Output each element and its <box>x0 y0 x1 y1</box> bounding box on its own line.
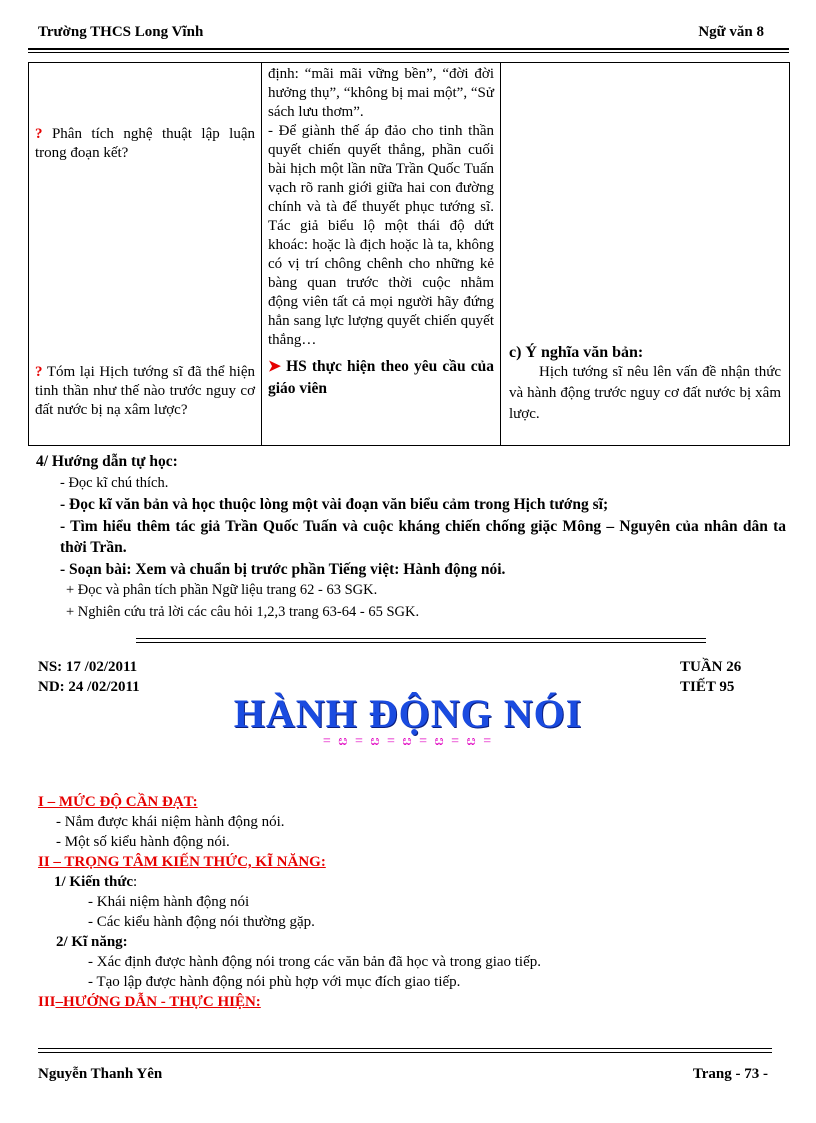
self-study-section <box>36 451 786 623</box>
ornament-divider: = ೞ = ೞ = ೞ = ೞ = ೞ = <box>322 734 494 749</box>
part-1 <box>38 792 788 852</box>
header-divider-thin <box>28 52 789 53</box>
section-divider <box>136 638 706 639</box>
content-cell <box>501 63 790 446</box>
list-item: - Đọc kĩ văn bản và học thuộc lòng một vài đoạn văn biểu cảm trong Hịch tướng sĩ; <box>60 496 609 513</box>
header-school: Trường THCS Long Vĩnh <box>38 24 204 40</box>
lesson-table <box>28 62 790 446</box>
list-item: - Tìm hiểu thêm tác giả Trần Quốc Tuấn và cuộc kháng chiến chống giặc Mông – Nguyên của nhân dân ta thời Trần. <box>60 517 786 556</box>
footer-divider-thin <box>38 1052 772 1053</box>
question-cell <box>29 63 262 446</box>
list-item: + Nghiên cứu trả lời các câu hỏi 1,2,3 trang 63-64 - 65 SGK. <box>66 603 420 620</box>
part-2 <box>38 852 788 992</box>
meaning-body: Hịch tướng sĩ nêu lên vấn đề nhận thức và hành động trước nguy cơ đất nước bị xâm lược. <box>509 364 781 422</box>
knowledge-heading: 1/ Kiến thức: <box>54 874 138 890</box>
part-2-heading: II – TRỌNG TÂM KIẾN THỨC, KĨ NĂNG: <box>38 854 326 870</box>
part-3-heading: III–HƯỚNG DẪN - THỰC HIỆN: <box>38 994 261 1010</box>
question-2: ? Tóm lại Hịch tướng sĩ đã thể hiện tinh thần như thế nào trước nguy cơ đất nước bị nạ xâm lược? <box>35 364 255 418</box>
lesson-week: TUẦN 26 TIẾT 95 <box>680 659 742 695</box>
self-study-heading: 4/ Hướng dẫn tự học: <box>36 453 178 470</box>
analysis-line-2: - Để giành thế áp đảo cho tinh thần quyết chiến quyết thắng, phần cuối bài hịch một lần nữa Trần Quốc Tuấn vạch rõ ranh giới giữa hai con đường chính và tà để thuyết phục tướng sĩ. Tác giả biểu lộ một thái độ dứt khoác: hoặc là địch hoặc là ta, không có vị trí chông chênh cho những kẻ bàng quan trước thời cuộc nhằm động viên tất cả mọi người hãy đứng hẳn sang lực lượng quyết chiến quyết thắng… <box>268 123 494 348</box>
list-item: - Xác định được hành động nói trong các văn bản đã học và trong giao tiếp. <box>88 954 542 970</box>
part-3 <box>38 992 788 1012</box>
footer-author: Nguyễn Thanh Yên <box>38 1066 163 1082</box>
hs-instruction: ➤ HS thực hiện theo yêu cầu của giáo viên <box>268 358 494 397</box>
activity-cell <box>262 63 501 446</box>
list-item: - Khái niệm hành động nói <box>88 894 250 910</box>
skills-heading: 2/ Kĩ năng: <box>56 934 128 950</box>
header-divider <box>28 48 789 50</box>
footer-divider <box>38 1048 772 1049</box>
table-row <box>29 63 790 446</box>
lesson-dates: NS: 17 /02/2011 ND: 24 /02/2011 <box>38 659 140 695</box>
question-1: ? Phân tích nghệ thuật lập luận trong đoạn kết? <box>35 126 255 161</box>
list-item: - Một số kiểu hành động nói. <box>56 834 230 850</box>
list-item: - Các kiểu hành động nói thường gặp. <box>88 914 315 930</box>
analysis-line-1: định: “mãi mãi vững bền”, “đời đời hưởng thụ”, “không bị mai một”, “Sử sách lưu thơm”. <box>268 66 494 120</box>
list-item: - Nắm được khái niệm hành động nói. <box>56 814 285 830</box>
page-title: HÀNH ĐỘNG NÓI <box>233 691 583 736</box>
list-item: + Đọc và phân tích phần Ngữ liệu trang 62 - 63 SGK. <box>66 582 378 598</box>
arrow-icon: ➤ <box>268 358 281 375</box>
meaning-heading: c) Ý nghĩa văn bản: <box>509 344 644 361</box>
part-1-heading: I – MỨC ĐỘ CẦN ĐẠT: <box>38 794 198 810</box>
section-divider-thin <box>136 642 706 643</box>
list-item: - Đọc kĩ chú thích. <box>60 474 169 491</box>
list-item: - Soạn bài: Xem và chuẩn bị trước phần Tiếng việt: Hành động nói. <box>60 560 506 578</box>
header-subject: Ngữ văn 8 <box>698 24 764 40</box>
list-item: - Tạo lập được hành động nói phù hợp với mục đích giao tiếp. <box>88 974 461 990</box>
footer-page: Trang - 73 - <box>692 1066 768 1082</box>
